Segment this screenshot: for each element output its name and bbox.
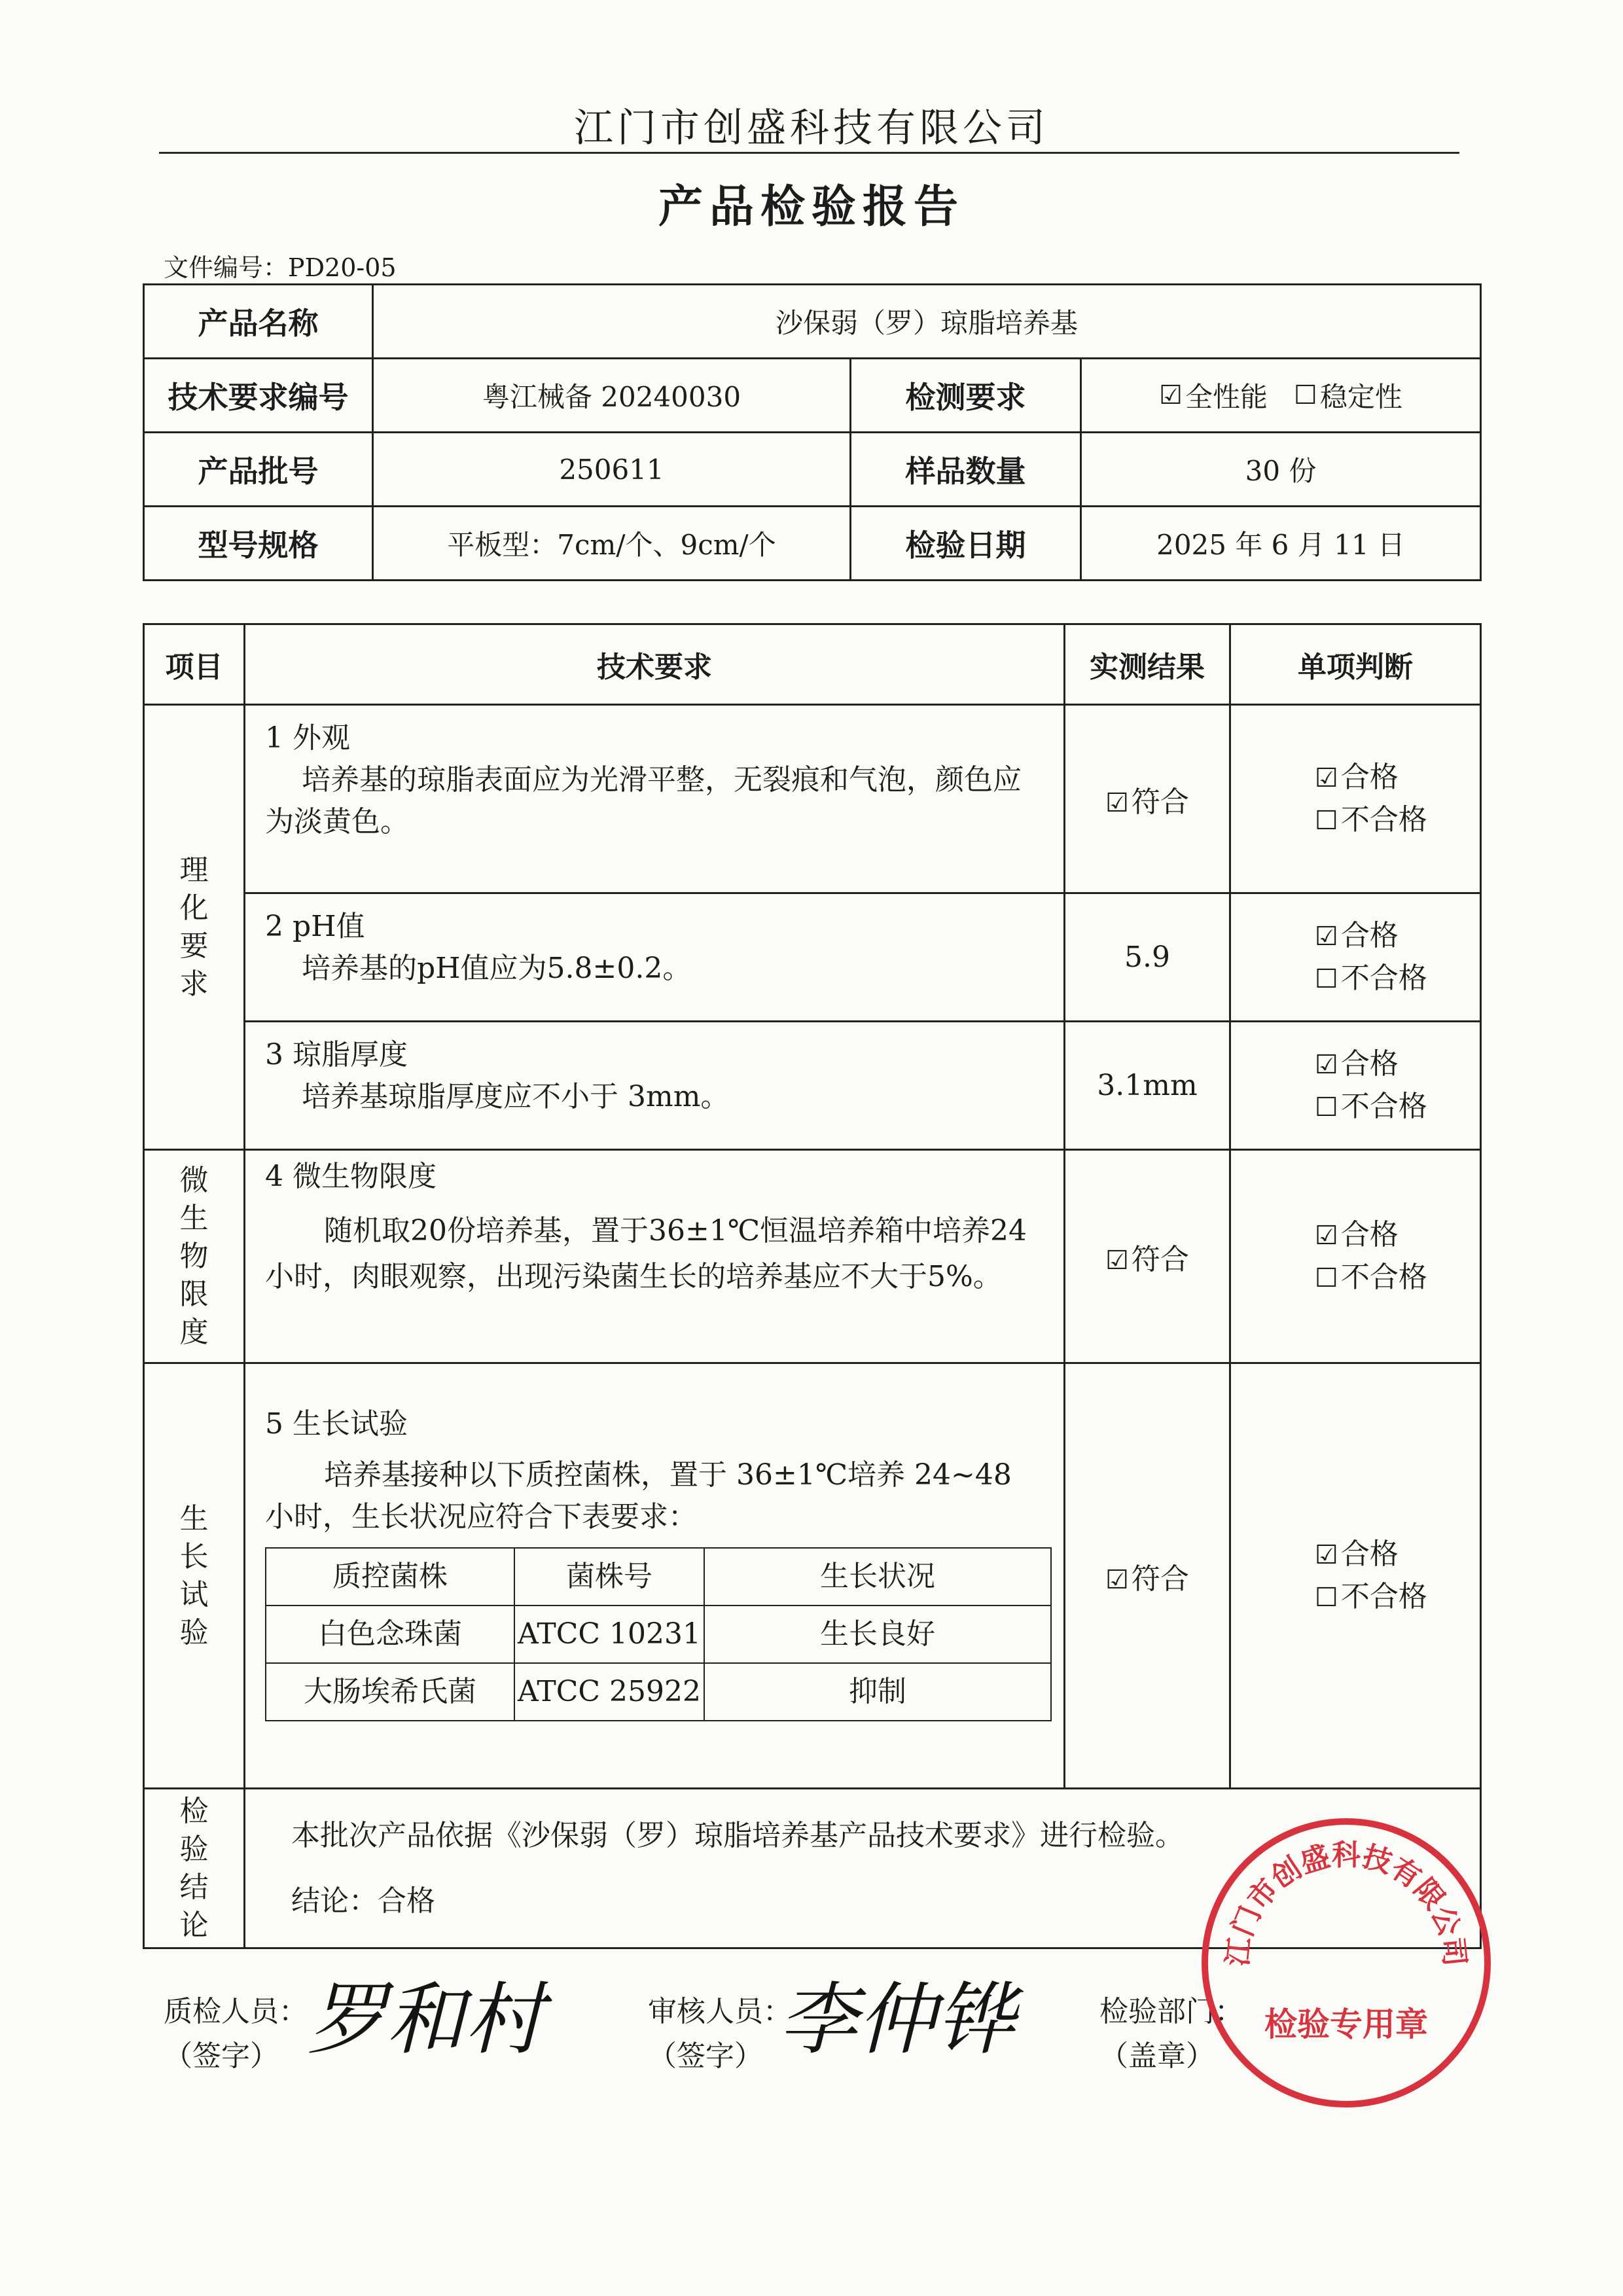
unchecked-box-icon: ☐ <box>1315 805 1338 836</box>
unchecked-box-icon: ☐ <box>1315 1263 1338 1293</box>
product-name-value: 沙保弱（罗）琼脂培养基 <box>776 307 1079 339</box>
full-performance-option: 全性能 <box>1185 381 1268 413</box>
item-ph-title: 2 pH值 <box>265 910 365 943</box>
item-appearance-text: 培养基的琼脂表面应为光滑平整，无裂痕和气泡，颜色应为淡黄色。 <box>265 763 1022 838</box>
item-thickness-title: 3 琼脂厚度 <box>265 1038 408 1071</box>
strain-header-code: 菌株号 <box>514 1548 704 1605</box>
company-name: 江门市创盛科技有限公司 <box>574 105 1049 151</box>
test-date-value: 2025 年 6 月 11 日 <box>1156 529 1405 561</box>
strain-header-name: 质控菌株 <box>266 1548 514 1605</box>
microbial-pass: 合格 <box>1340 1217 1399 1251</box>
model-label: 型号规格 <box>198 528 319 563</box>
conclusion-text: 本批次产品依据《沙保弱（罗）琼脂培养基产品技术要求》进行检验。 <box>291 1818 1184 1852</box>
growth-pass: 合格 <box>1340 1537 1399 1571</box>
header-requirement: 技术要求 <box>245 624 1065 705</box>
unchecked-box-icon: ☐ <box>1315 1092 1338 1122</box>
sample-qty-label: 样品数量 <box>905 454 1026 489</box>
inspector-signature: 罗和村 <box>308 1975 543 2066</box>
header-item: 项目 <box>144 624 245 705</box>
tech-req-no-value: 粤江械备 20240030 <box>482 381 741 413</box>
ph-result: 5.9 <box>1065 893 1230 1022</box>
item-ph-text: 培养基的pH值应为5.8±0.2。 <box>302 952 692 985</box>
model-value: 平板型：7cm/个、9cm/个 <box>447 529 776 561</box>
item-growth-title: 5 生长试验 <box>265 1407 408 1441</box>
checked-box-icon: ☑ <box>1159 380 1183 410</box>
appearance-fail: 不合格 <box>1340 802 1427 836</box>
checked-box-icon: ☑ <box>1315 762 1338 793</box>
item-appearance-title: 1 外观 <box>265 721 350 755</box>
category-growth: 生 长 试 验 <box>179 1501 209 1649</box>
strain-status: 抑制 <box>704 1663 1051 1721</box>
checked-box-icon: ☑ <box>1105 1564 1129 1595</box>
strain-header-status: 生长状况 <box>704 1548 1051 1605</box>
inspector-label: 质检人员： <box>164 1995 308 2028</box>
strain-code: ATCC 25922 <box>514 1663 704 1721</box>
strain-name: 大肠埃希氏菌 <box>266 1663 514 1721</box>
table-row <box>266 1605 1051 1663</box>
conclusion-result: 结论：合格 <box>291 1884 435 1918</box>
tech-req-no-label: 技术要求编号 <box>168 380 349 415</box>
header-divider <box>159 152 1459 154</box>
reviewer-block <box>648 1990 792 2079</box>
item-thickness-text: 培养基琼脂厚度应不小于 3mm。 <box>302 1080 730 1113</box>
table-row <box>266 1663 1051 1721</box>
unchecked-box-icon: ☐ <box>1294 380 1317 410</box>
batch-label: 产品批号 <box>198 454 319 489</box>
strain-code: ATCC 10231 <box>514 1605 704 1663</box>
checked-box-icon: ☑ <box>1315 921 1338 952</box>
unchecked-box-icon: ☐ <box>1315 963 1338 994</box>
sample-qty-value: 30 份 <box>1245 455 1317 487</box>
reviewer-signature: 李仲铧 <box>779 1975 1014 2066</box>
batch-value: 250611 <box>559 453 664 486</box>
growth-fail: 不合格 <box>1340 1579 1427 1613</box>
thickness-pass: 合格 <box>1340 1047 1399 1081</box>
thickness-fail: 不合格 <box>1340 1089 1427 1123</box>
checked-box-icon: ☑ <box>1105 787 1129 818</box>
checked-box-icon: ☑ <box>1315 1049 1338 1080</box>
product-info-table <box>143 283 1482 581</box>
checked-box-icon: ☑ <box>1315 1539 1338 1570</box>
strain-table <box>265 1547 1052 1721</box>
document-number: 文件编号：PD20-05 <box>164 253 397 282</box>
ph-pass: 合格 <box>1340 918 1399 952</box>
category-physchem: 理 化 要 求 <box>179 853 209 1001</box>
seal-center-text: 检验专用章 <box>1264 2005 1428 2043</box>
microbial-fail: 不合格 <box>1340 1260 1427 1294</box>
appearance-pass: 合格 <box>1340 760 1399 794</box>
item-microbial-title: 4 微生物限度 <box>265 1160 437 1193</box>
appearance-result: 符合 <box>1131 785 1189 819</box>
test-req-label: 检测要求 <box>905 380 1026 415</box>
dept-note: （盖章） <box>1099 2039 1215 2073</box>
reviewer-label: 审核人员： <box>648 1995 792 2028</box>
microbial-result: 符合 <box>1131 1242 1189 1276</box>
inspection-table <box>143 623 1482 1949</box>
ph-fail: 不合格 <box>1340 961 1427 995</box>
checked-box-icon: ☑ <box>1105 1245 1129 1276</box>
seal-ring-text: 江门市创盛科技有限公司 <box>1221 1839 1472 1968</box>
report-title: 产品检验报告 <box>658 181 965 233</box>
strain-name: 白色念珠菌 <box>266 1605 514 1663</box>
category-microbial: 微 生 物 限 度 <box>179 1163 209 1349</box>
header-judgement: 单项判断 <box>1230 624 1481 705</box>
thickness-result: 3.1mm <box>1065 1022 1230 1150</box>
reviewer-note: （签字） <box>648 2039 763 2073</box>
dept-label: 检验部门： <box>1099 1995 1243 2028</box>
growth-result: 符合 <box>1131 1562 1189 1596</box>
item-microbial-text: 随机取20份培养基，置于36±1℃恒温培养箱中培养24小时，肉眼观察，出现污染菌生长的培养基应不大于5%。 <box>265 1214 1027 1293</box>
test-date-label: 检验日期 <box>905 528 1026 563</box>
inspector-note: （签字） <box>164 2039 279 2073</box>
company-seal <box>1202 1818 1491 2108</box>
category-conclusion: 检 验 结 论 <box>179 1794 209 1942</box>
unchecked-box-icon: ☐ <box>1315 1582 1338 1613</box>
inspector-block <box>164 1990 308 2079</box>
item-growth-text: 培养基接种以下质控菌株，置于 36±1℃培养 24~48 小时，生长状况应符合下表要求： <box>265 1458 1012 1534</box>
checked-box-icon: ☑ <box>1315 1220 1338 1251</box>
strain-status: 生长良好 <box>704 1605 1051 1663</box>
product-name-label: 产品名称 <box>198 306 319 341</box>
header-result: 实测结果 <box>1065 624 1230 705</box>
stability-option: 稳定性 <box>1319 381 1402 413</box>
test-req-options <box>1082 359 1480 431</box>
